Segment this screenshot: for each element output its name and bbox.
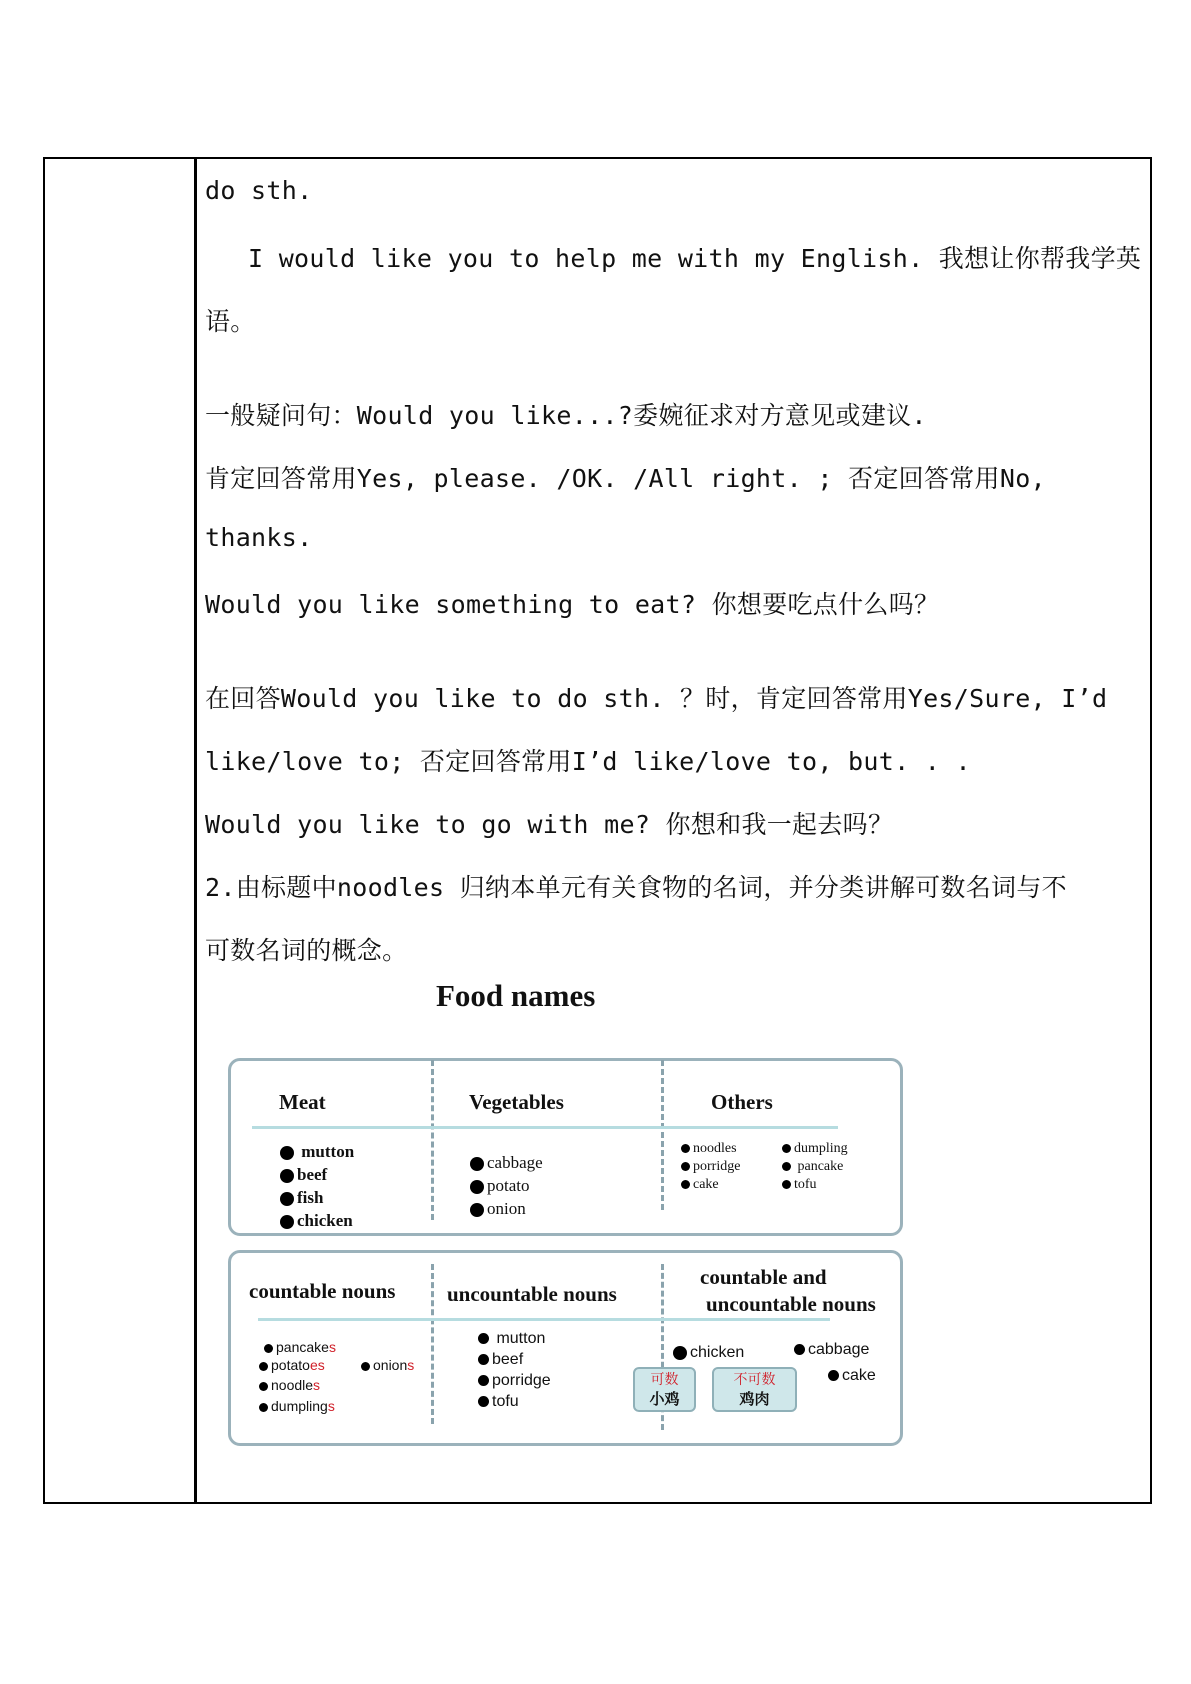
bullet-icon xyxy=(478,1396,489,1407)
bullet-icon xyxy=(470,1180,484,1194)
list-item: potatoes xyxy=(259,1357,325,1373)
bullet-icon xyxy=(361,1362,370,1371)
bullet-icon xyxy=(681,1144,690,1153)
bullet-icon xyxy=(280,1169,294,1183)
text-line: 2.由标题中noodles 归纳本单元有关食物的名词，并分类讲解可数名词与不 xyxy=(205,873,1067,902)
text-line: do sth. xyxy=(205,176,313,205)
list-item: chicken xyxy=(673,1344,744,1362)
list-item: mutton xyxy=(478,1330,545,1348)
list-item: noodles xyxy=(681,1141,737,1157)
bullet-icon xyxy=(782,1144,791,1153)
divider xyxy=(431,1060,434,1220)
list-item: dumpling xyxy=(782,1141,848,1157)
bullet-icon xyxy=(470,1203,484,1217)
uncountable-chicken-tag: 不可数 鸡肉 xyxy=(712,1367,797,1412)
bullet-icon xyxy=(478,1375,489,1386)
header-underline xyxy=(258,1318,830,1321)
list-item: onion xyxy=(470,1199,526,1219)
list-item: pancakes xyxy=(264,1339,336,1355)
both-header-line1: countable and xyxy=(700,1265,827,1289)
list-item: beef xyxy=(280,1165,327,1185)
header-underline xyxy=(252,1126,838,1129)
bullet-icon xyxy=(681,1162,690,1171)
divider xyxy=(431,1264,434,1424)
bullet-icon xyxy=(280,1215,294,1229)
text-line: Would you like to go with me? 你想和我一起去吗？ xyxy=(205,810,894,839)
list-item: fish xyxy=(280,1188,323,1208)
text-line: 可数名词的概念。 xyxy=(205,936,408,965)
bullet-icon xyxy=(478,1333,489,1344)
text-line: Would you like something to eat? 你想要吃点什么吗？ xyxy=(205,590,940,619)
list-item: tofu xyxy=(782,1177,817,1193)
divider xyxy=(661,1060,664,1210)
text-line: 肯定回答常用Yes, please. /OK. /All right. ; 否定回答常用No, xyxy=(205,464,1046,493)
bullet-icon xyxy=(478,1354,489,1365)
meat-header: Meat xyxy=(279,1090,326,1114)
text-line: I would like you to help me with my English. 我想让你帮我学英 xyxy=(248,244,1142,273)
list-item: mutton xyxy=(280,1142,354,1162)
text-line: 语。 xyxy=(205,307,256,336)
others-header: Others xyxy=(711,1090,773,1114)
bullet-icon xyxy=(259,1362,268,1371)
bullet-icon xyxy=(828,1370,839,1381)
bullet-icon xyxy=(280,1146,294,1160)
bullet-icon xyxy=(794,1344,805,1355)
bullet-icon xyxy=(673,1346,687,1360)
figure-title: Food names xyxy=(436,978,596,1013)
uncountable-header: uncountable nouns xyxy=(447,1282,617,1306)
list-item: pancake xyxy=(782,1159,843,1175)
vegetables-header: Vegetables xyxy=(469,1090,564,1114)
list-item: noodles xyxy=(259,1377,320,1393)
list-item: cabbage xyxy=(470,1153,543,1173)
bullet-icon xyxy=(264,1344,273,1353)
list-item: chicken xyxy=(280,1211,353,1231)
bullet-icon xyxy=(681,1180,690,1189)
bullet-icon xyxy=(470,1157,484,1171)
countable-chicken-tag: 可数 小鸡 xyxy=(633,1367,696,1412)
list-item: porridge xyxy=(681,1159,740,1175)
bullet-icon xyxy=(280,1192,294,1206)
bullet-icon xyxy=(782,1180,791,1189)
list-item: potato xyxy=(470,1176,530,1196)
bullet-icon xyxy=(782,1162,791,1171)
list-item: cake xyxy=(681,1177,719,1193)
bullet-icon xyxy=(259,1403,268,1412)
countable-header: countable nouns xyxy=(249,1279,396,1303)
list-item: dumplings xyxy=(259,1398,335,1414)
text-line: 在回答Would you like to do sth. ？时，肯定回答常用Yes/Sure, I’d xyxy=(205,684,1108,713)
list-item: tofu xyxy=(478,1393,519,1411)
list-item: beef xyxy=(478,1351,523,1369)
text-line: 一般疑问句：Would you like...?委婉征求对方意见或建议. xyxy=(205,401,927,430)
list-item: cabbage xyxy=(794,1341,869,1359)
both-header-line2: uncountable nouns xyxy=(706,1292,876,1316)
list-item: onions xyxy=(361,1357,414,1373)
list-item: porridge xyxy=(478,1372,551,1390)
table-left-column xyxy=(45,159,197,1502)
list-item: cake xyxy=(828,1367,876,1385)
bullet-icon xyxy=(259,1382,268,1391)
text-line: like/love to; 否定回答常用I’d like/love to, but. . . xyxy=(205,747,971,776)
text-line: thanks. xyxy=(205,523,313,552)
